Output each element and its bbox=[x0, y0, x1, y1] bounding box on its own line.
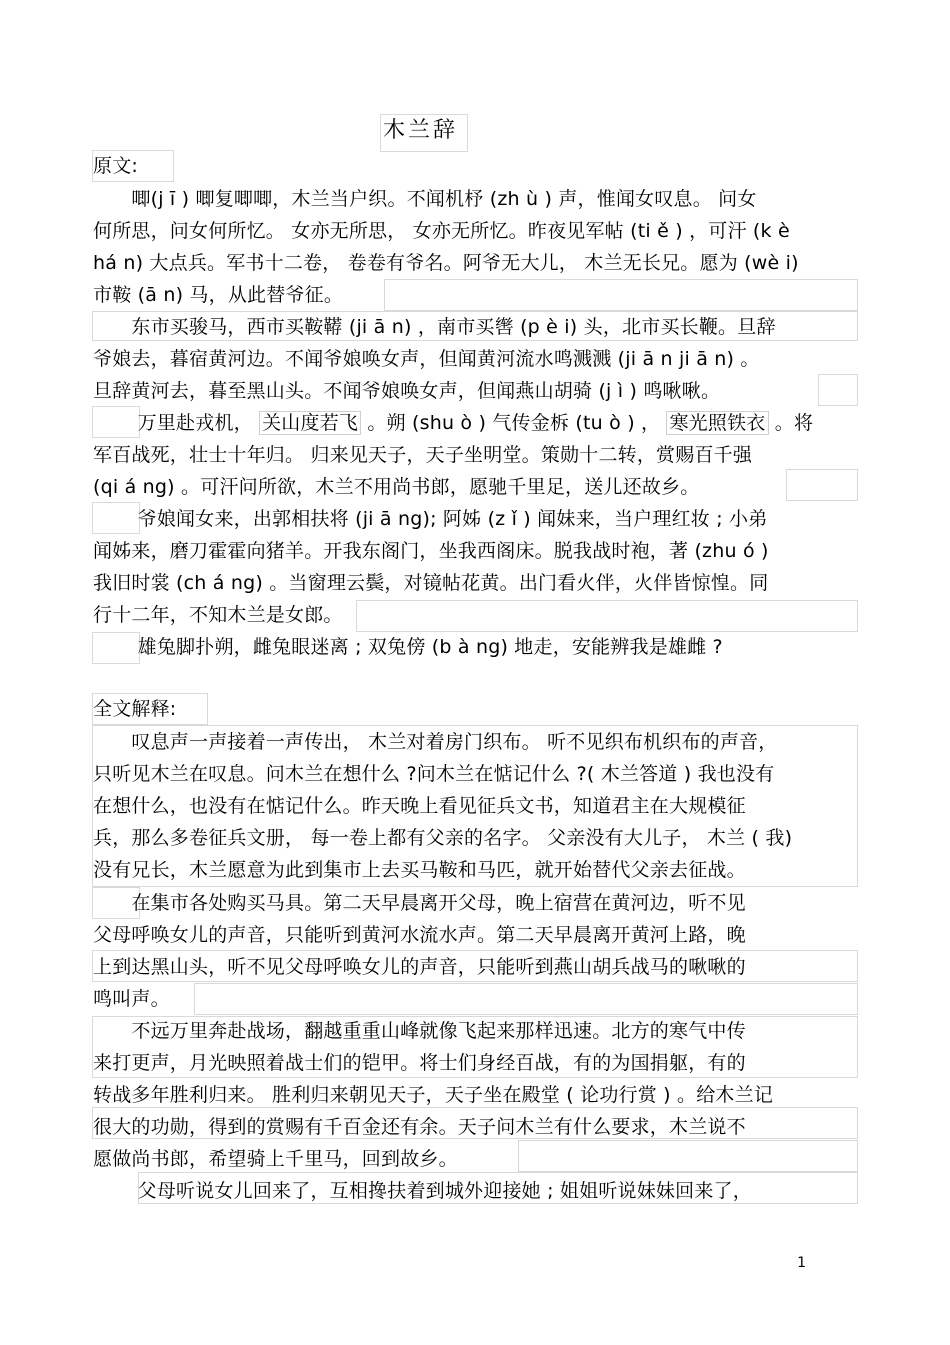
translation-line: 上到达黑山头，听不见父母呼唤女儿的声音，只能听到燕山胡兵战马的啾啾的 bbox=[93, 956, 746, 978]
translation-line: 只听见木兰在叹息。问木兰在想什么 ?问木兰在惦记什么 ?( 木兰答道 ) 我也没有 bbox=[93, 763, 775, 785]
original-line: 行十二年，不知木兰是女郎。 bbox=[93, 604, 343, 626]
translation-line: 鸣叫声。 bbox=[93, 988, 170, 1010]
original-line: 军百战死，壮士十年归。 归来见天子，天子坐明堂。策勋十二转，赏赐百千强 bbox=[93, 444, 753, 466]
original-line: 爷娘闻女来，出郭相扶将 (ji ā ng); 阿姊 (z ǐ ) 闻妹来，当户理红妆 ; 小弟 bbox=[93, 508, 768, 530]
original-line: 唧(j ī ) 唧复唧唧，木兰当户织。不闻机杼 (zh ù ) 声，惟闻女叹息。 问女 bbox=[93, 188, 757, 210]
original-line bbox=[93, 411, 813, 435]
translation-line: 来打更声，月光映照着战士们的铠甲。将士们身经百战，有的为国捐躯，有的 bbox=[93, 1052, 746, 1074]
page-number: 1 bbox=[797, 1255, 806, 1271]
translation-line: 在集市各处购买马具。第二天早晨离开父母，晚上宿营在黄河边，听不见 bbox=[93, 892, 746, 914]
original-line: há n) 大点兵。军书十二卷， 卷卷有爷名。阿爷无大儿， 木兰无长兄。愿为 (wè i) bbox=[93, 252, 799, 274]
original-line: 东市买骏马，西市买鞍鞯 (ji ā n) ，南市买辔 (p è i) 头，北市买长鞭。旦辞 bbox=[93, 316, 776, 338]
scan-box bbox=[786, 469, 858, 501]
translation-line: 没有兄长，木兰愿意为此到集市上去买马鞍和马匹，就开始替代父亲去征战。 bbox=[93, 859, 746, 881]
original-line: 雄兔脚扑朔，雌兔眼迷离 ; 双兔傍 (b à ng) 地走，安能辨我是雄雌 ? bbox=[93, 636, 723, 658]
original-line: 旦辞黄河去，暮至黑山头。不闻爷娘唤女声，但闻燕山胡骑 (j ì ) 鸣啾啾。 bbox=[93, 380, 721, 402]
translation-line: 父母呼唤女儿的声音，只能听到黄河水流水声。第二天早晨离开黄河上路，晚 bbox=[93, 924, 746, 946]
translation-line: 父母听说女儿回来了，互相搀扶着到城外迎接她 ; 姐姐听说妹妹回来了， bbox=[93, 1180, 752, 1202]
scan-box bbox=[356, 600, 858, 632]
translation-line: 很大的功勋，得到的赏赐有千百金还有余。天子问木兰有什么要求，木兰说不 bbox=[93, 1116, 746, 1138]
translation-line: 兵，那么多卷征兵文册， 每一卷上都有父亲的名字。 父亲没有大儿子， 木兰 ( 我) bbox=[93, 827, 793, 849]
line-segment: 。朔 (shu ò ) 气传金柝 (tu ò ) ， bbox=[361, 412, 667, 434]
scan-box bbox=[818, 374, 858, 406]
translation-line: 在想什么，也没有在惦记什么。昨天晚上看见征兵文书，知道君主在大规模征 bbox=[93, 795, 746, 817]
original-line: 我旧时裳 (ch á ng) 。当窗理云鬓，对镜帖花黄。出门看火伴，火伴皆惊惶。同 bbox=[93, 572, 769, 594]
highlighted-phrase: 关山度若飞 bbox=[259, 411, 361, 435]
translation-line: 叹息声一声接着一声传出， 木兰对着房门织布。 听不见织布机织布的声音， bbox=[93, 731, 778, 753]
translation-line: 不远万里奔赴战场，翻越重重山峰就像飞起来那样迅速。北方的寒气中传 bbox=[93, 1020, 746, 1042]
highlighted-phrase: 寒光照铁衣 bbox=[666, 411, 768, 435]
original-line: (qi á ng) 。可汗问所欲，木兰不用尚书郎，愿驰千里足，送儿还故乡。 bbox=[93, 476, 700, 498]
original-line: 闻姊来，磨刀霍霍向猪羊。开我东阁门，坐我西阁床。脱我战时袍，著 (zhu ó ) bbox=[93, 540, 769, 562]
line-segment: 。将 bbox=[768, 412, 814, 434]
translation-heading: 全文解释: bbox=[93, 698, 177, 720]
scan-box bbox=[194, 983, 858, 1015]
page-title: 木兰辞 bbox=[383, 118, 459, 143]
original-heading: 原文: bbox=[93, 155, 139, 177]
translation-line: 愿做尚书郎，希望骑上千里马，回到故乡。 bbox=[93, 1148, 458, 1170]
original-line: 爷娘去，暮宿黄河边。不闻爷娘唤女声，但闻黄河流水鸣溅溅 (ji ā n ji ā n) 。 bbox=[93, 348, 760, 370]
original-line: 市鞍 (ā n) 马，从此替爷征。 bbox=[93, 284, 344, 306]
translation-line: 转战多年胜利归来。 胜利归来朝见天子，天子坐在殿堂 ( 论功行赏 ) 。给木兰记 bbox=[93, 1084, 774, 1106]
original-line: 何所思，问女何所忆。 女亦无所思， 女亦无所忆。昨夜见军帖 (ti ě ) ，可汗 (k è bbox=[93, 220, 790, 242]
scan-box bbox=[384, 279, 858, 311]
line-segment: 万里赴戎机， bbox=[93, 412, 260, 434]
scan-box bbox=[518, 1140, 858, 1172]
